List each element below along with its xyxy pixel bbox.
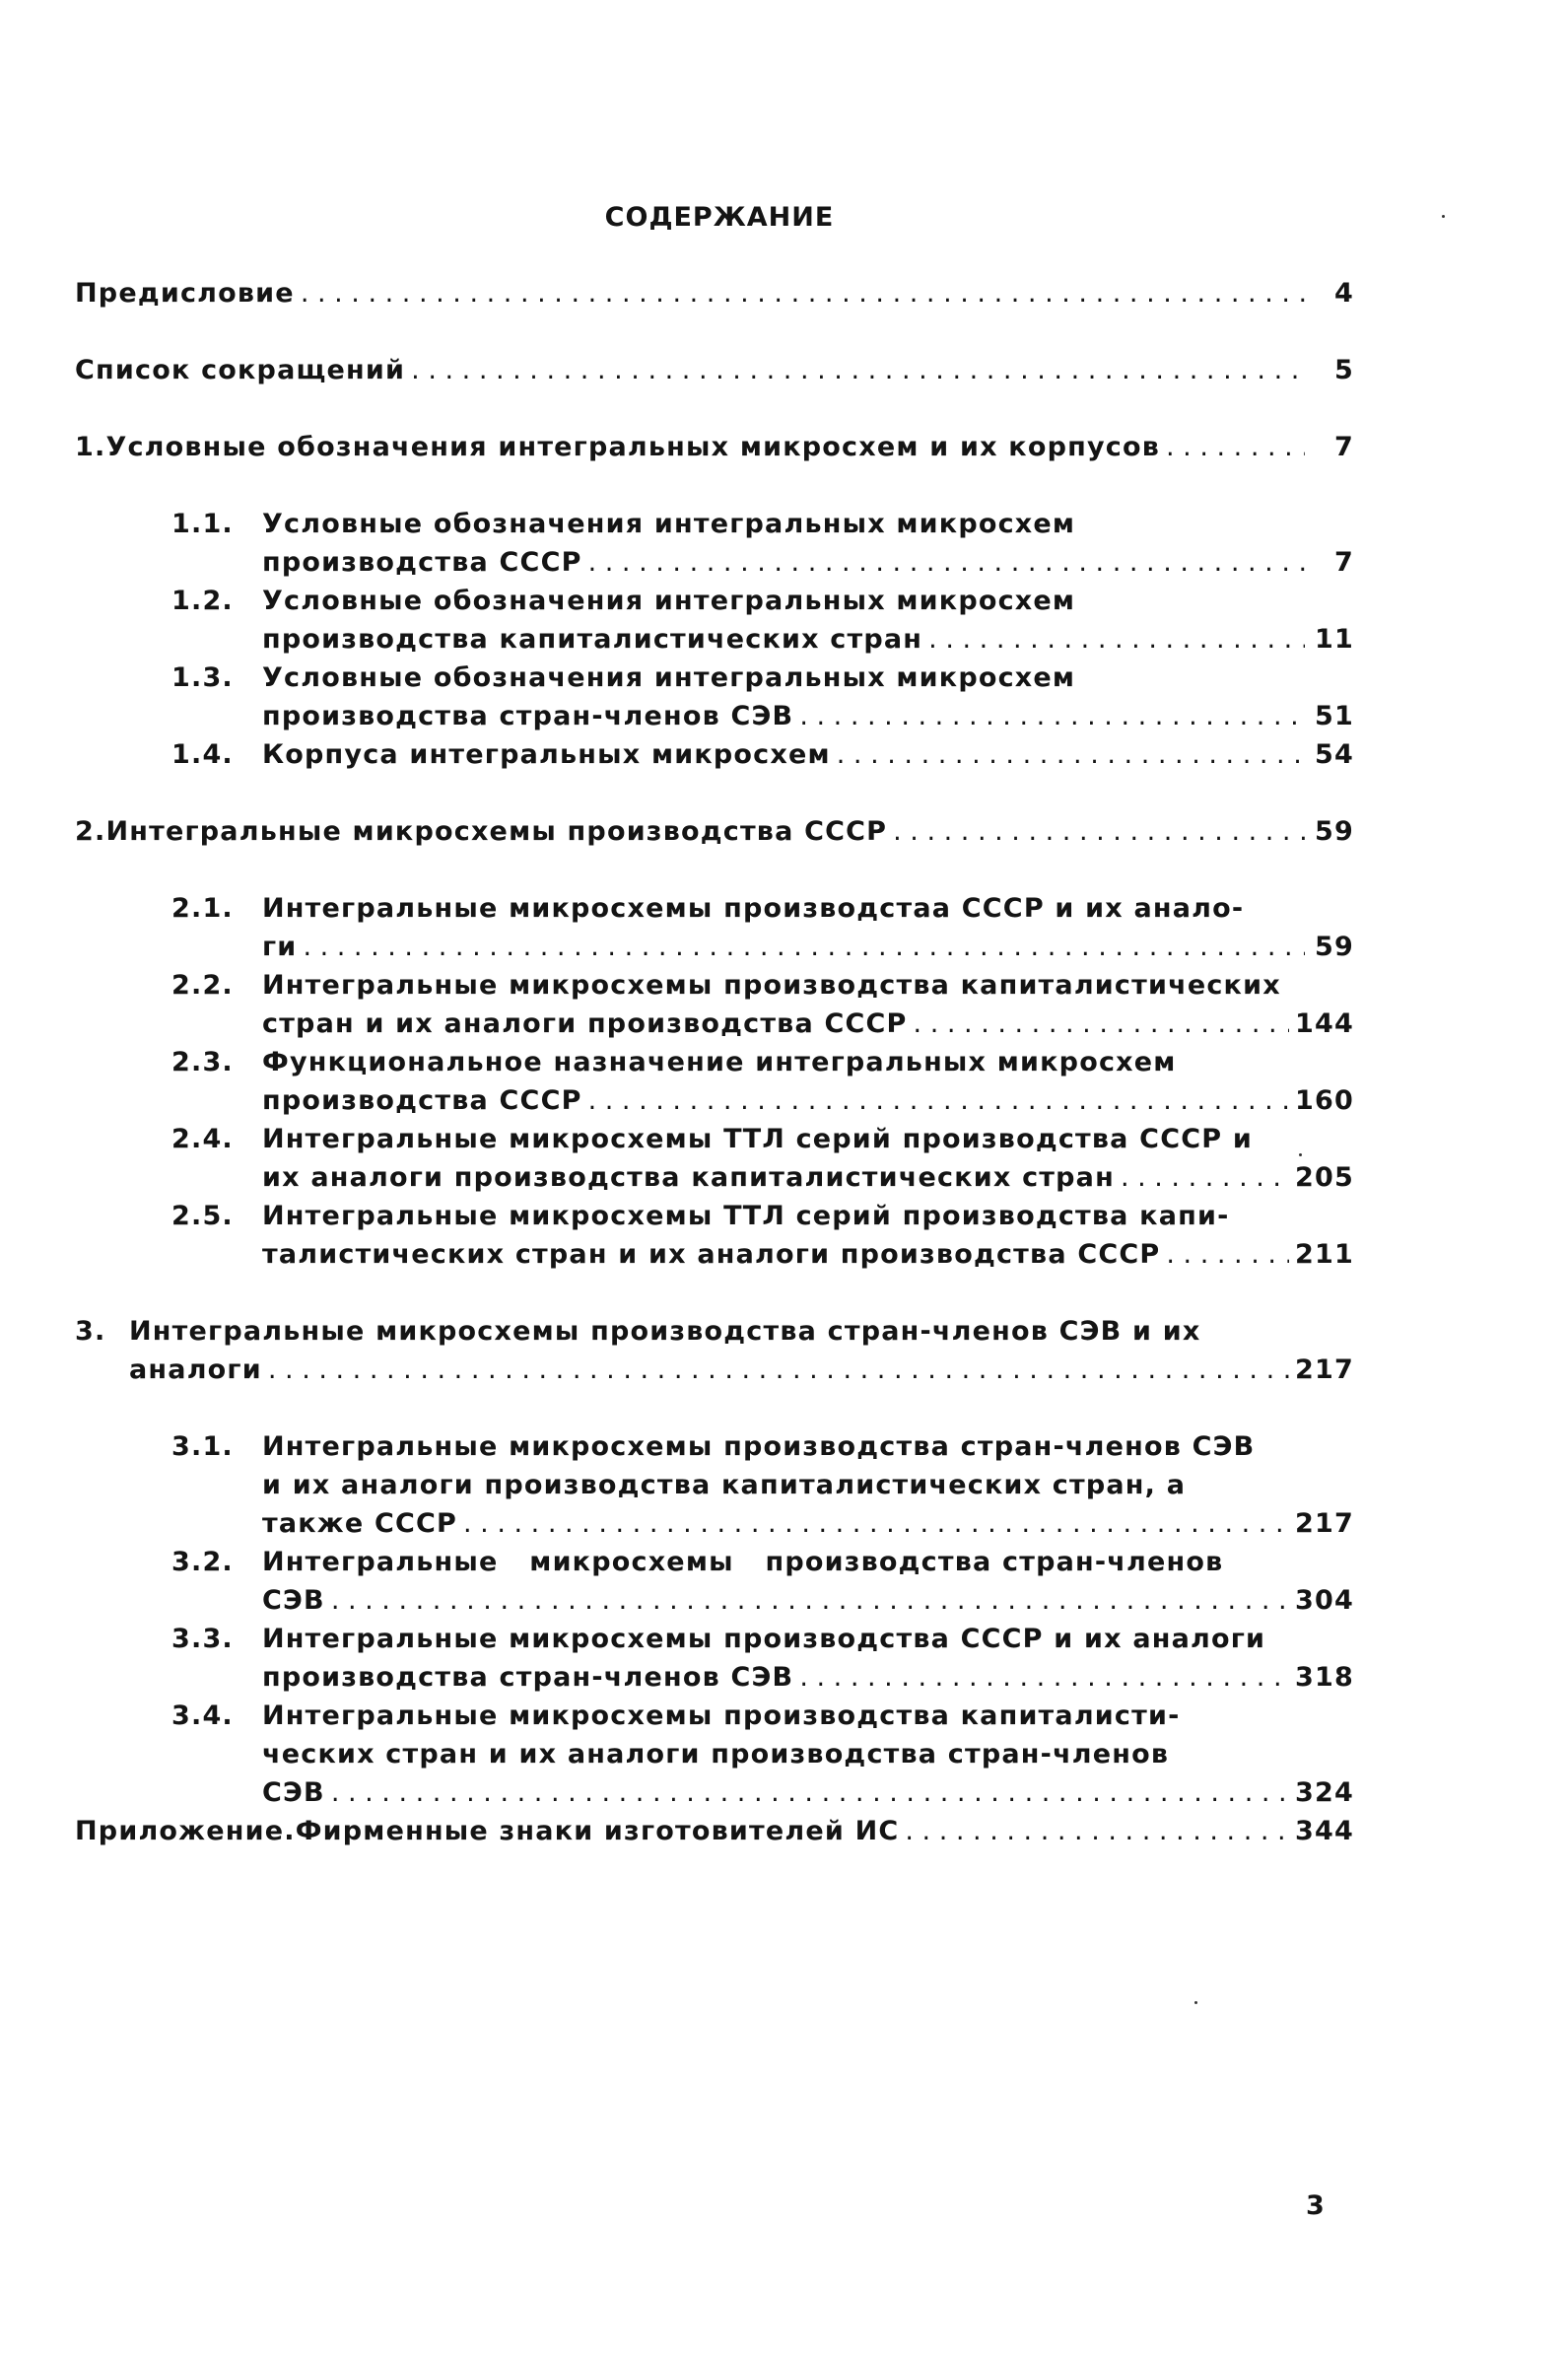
toc-page-number: 7: [1334, 547, 1354, 578]
toc-entry-number: 1.: [75, 432, 106, 462]
leader-dots: [1166, 1235, 1289, 1274]
toc-entry-preface[interactable]: [75, 274, 1354, 312]
toc-entry-title-line: их аналоги производства капиталистических стран: [262, 1162, 1115, 1193]
toc-page-number: 344: [1295, 1816, 1354, 1846]
toc-entry-number: 2.: [75, 816, 106, 847]
toc-entry-title-line: ги: [262, 932, 298, 962]
leader-dots: [837, 735, 1305, 774]
toc-entry-chapter-2[interactable]: [75, 812, 1354, 851]
toc-entry-title-line: СЭВ: [262, 1585, 325, 1616]
toc-entry-2-5[interactable]: [75, 1197, 1354, 1274]
toc-entry-3-3[interactable]: [75, 1620, 1354, 1697]
toc-entry-2-1[interactable]: [75, 889, 1354, 966]
toc-entry-title: Условные обозначения интегральных микросхем и их корпусов: [105, 432, 1161, 462]
toc-entry-title: Интегральные микросхемы производства СССР: [105, 816, 888, 847]
toc-entry-title-line: Интегральные микросхемы производства стран-членов СЭВ: [262, 1431, 1256, 1462]
toc-page-number: 59: [1315, 932, 1354, 962]
toc-entry-number: 2.1.: [171, 893, 234, 924]
toc-entry-abbreviations[interactable]: [75, 351, 1354, 389]
toc-entry-title-line: Условные обозначения интегральных микросхем: [262, 662, 1076, 693]
toc-page-number: 217: [1295, 1354, 1354, 1385]
toc-page-number: 4: [1334, 278, 1354, 309]
toc-entry-number: 3.4.: [171, 1700, 234, 1731]
leader-dots: [914, 1005, 1290, 1043]
toc-page-number: 304: [1295, 1585, 1354, 1616]
toc-entry-title-line: ческих стран и их аналоги производства стран-членов: [262, 1739, 1170, 1769]
toc-entry-title-line: Корпуса интегральных микросхем: [262, 739, 831, 770]
toc-entry-2-4[interactable]: [75, 1120, 1354, 1197]
toc-entry-number: 1.4.: [171, 739, 234, 770]
leader-dots: [928, 620, 1305, 659]
toc-entry-title-line: Условные обозначения интегральных микросхем: [262, 509, 1076, 539]
toc-entry-3-1[interactable]: [75, 1427, 1354, 1543]
leader-dots: [799, 697, 1305, 735]
scan-speck: [1299, 1153, 1302, 1156]
toc-page-number: 144: [1295, 1008, 1354, 1039]
toc-entry-title: Предисловие: [75, 278, 295, 309]
leader-dots: [1166, 428, 1305, 466]
toc-entry-number: 3.: [75, 1316, 106, 1347]
toc-entry-2-3[interactable]: [75, 1043, 1354, 1120]
toc-entry-appendix[interactable]: [75, 1812, 1354, 1850]
leader-dots: [301, 274, 1305, 312]
leader-dots: [588, 543, 1305, 582]
leader-dots: [799, 1658, 1289, 1697]
toc-entry-number: 1.3.: [171, 662, 234, 693]
toc-entry-3-2[interactable]: [75, 1543, 1354, 1620]
leader-dots: [463, 1504, 1289, 1543]
toc-entry-title-line: СЭВ: [262, 1777, 325, 1808]
toc-entry-title-line: производства стран-членов СЭВ: [262, 1662, 794, 1693]
toc-entry-1-2[interactable]: [75, 582, 1354, 659]
toc-entry-title-line: производства стран-членов СЭВ: [262, 701, 794, 731]
toc-entry-title-line: талистических стран и их аналоги производства СССР: [262, 1239, 1161, 1270]
toc-entry-title-line: производства капиталистических стран: [262, 624, 923, 655]
toc-entry-3-4[interactable]: [75, 1697, 1354, 1812]
toc-entry-1-4[interactable]: [75, 735, 1354, 774]
toc-entry-number: 1.2.: [171, 586, 234, 616]
toc-entry-title-line: Интегральные микросхемы производстаа СССР и их анало-: [262, 893, 1245, 924]
toc-entry-title: Список сокращений: [75, 355, 406, 385]
toc-page-number: 5: [1334, 355, 1354, 385]
leader-dots: [268, 1351, 1289, 1389]
leader-dots: [1121, 1158, 1289, 1197]
leader-dots: [905, 1812, 1289, 1850]
toc-page-number: 318: [1295, 1662, 1354, 1693]
toc-page-number: 217: [1295, 1508, 1354, 1539]
toc-entry-title-line: стран и их аналоги производства СССР: [262, 1008, 908, 1039]
toc-entry-number: 3.1.: [171, 1431, 234, 1462]
toc-entry-1-1[interactable]: [75, 505, 1354, 582]
toc-page-number: 54: [1315, 739, 1354, 770]
toc-page-number: 51: [1315, 701, 1354, 731]
scan-speck: [1194, 2001, 1197, 2004]
toc-page-number: 11: [1315, 624, 1354, 655]
toc-page-number: 211: [1295, 1239, 1354, 1270]
table-of-contents: [75, 274, 1354, 1850]
toc-entry-title-line: аналоги: [129, 1354, 262, 1385]
toc-page-number: 59: [1315, 816, 1354, 847]
toc-entry-title-line: Интегральные микросхемы производства стран-членов СЭВ и их: [129, 1316, 1201, 1347]
toc-entry-2-2[interactable]: [75, 966, 1354, 1043]
toc-entry-title-line: производства СССР: [262, 1085, 582, 1116]
toc-page-number: 160: [1295, 1085, 1354, 1116]
toc-entry-number: 2.4.: [171, 1124, 234, 1154]
toc-entry-number: 1.1.: [171, 509, 234, 539]
toc-page-number: 324: [1295, 1777, 1354, 1808]
toc-entry-number: 2.2.: [171, 970, 234, 1001]
leader-dots: [588, 1081, 1289, 1120]
toc-entry-title-line: Интегральные микросхемы ТТЛ серий производства СССР и: [262, 1124, 1253, 1154]
leader-dots: [893, 812, 1305, 851]
leader-dots: [411, 351, 1305, 389]
page-number: 3: [1306, 2190, 1326, 2221]
toc-entry-title-line: и их аналоги производства капиталистических стран, а: [262, 1470, 1187, 1500]
scan-speck: [1442, 215, 1445, 218]
toc-entry-title-line: Интегральные микросхемы производства капиталистических: [262, 970, 1281, 1001]
toc-entry-title-line: Интегральные микросхемы производства стран-членов: [262, 1547, 1224, 1577]
toc-entry-number: 3.3.: [171, 1624, 234, 1654]
toc-entry-1-3[interactable]: [75, 659, 1354, 735]
toc-entry-title-line: Условные обозначения интегральных микросхем: [262, 586, 1076, 616]
page-title: СОДЕРЖАНИЕ: [604, 202, 835, 233]
toc-entry-number: 2.3.: [171, 1047, 234, 1077]
toc-entry-chapter-3[interactable]: [75, 1312, 1354, 1389]
toc-entry-title-line: Интегральные микросхемы производства СССР и их аналоги: [262, 1624, 1266, 1654]
toc-page-number: 7: [1334, 432, 1354, 462]
toc-entry-title-line: Интегральные микросхемы производства капиталисти-: [262, 1700, 1181, 1731]
toc-entry-chapter-1[interactable]: [75, 428, 1354, 466]
toc-entry-title-line: производства СССР: [262, 547, 582, 578]
leader-dots: [331, 1773, 1289, 1812]
toc-page-number: 205: [1295, 1162, 1354, 1193]
toc-entry-title-line: Функциональное назначение интегральных микросхем: [262, 1047, 1177, 1077]
toc-entry-title-line: также СССР: [262, 1508, 458, 1539]
toc-entry-number: 3.2.: [171, 1547, 234, 1577]
toc-entry-title-line: Интегральные микросхемы ТТЛ серий производства капи-: [262, 1201, 1230, 1231]
leader-dots: [331, 1581, 1289, 1620]
toc-entry-title: Приложение.Фирменные знаки изготовителей ИС: [75, 1816, 900, 1846]
leader-dots: [303, 928, 1305, 966]
toc-entry-number: 2.5.: [171, 1201, 234, 1231]
